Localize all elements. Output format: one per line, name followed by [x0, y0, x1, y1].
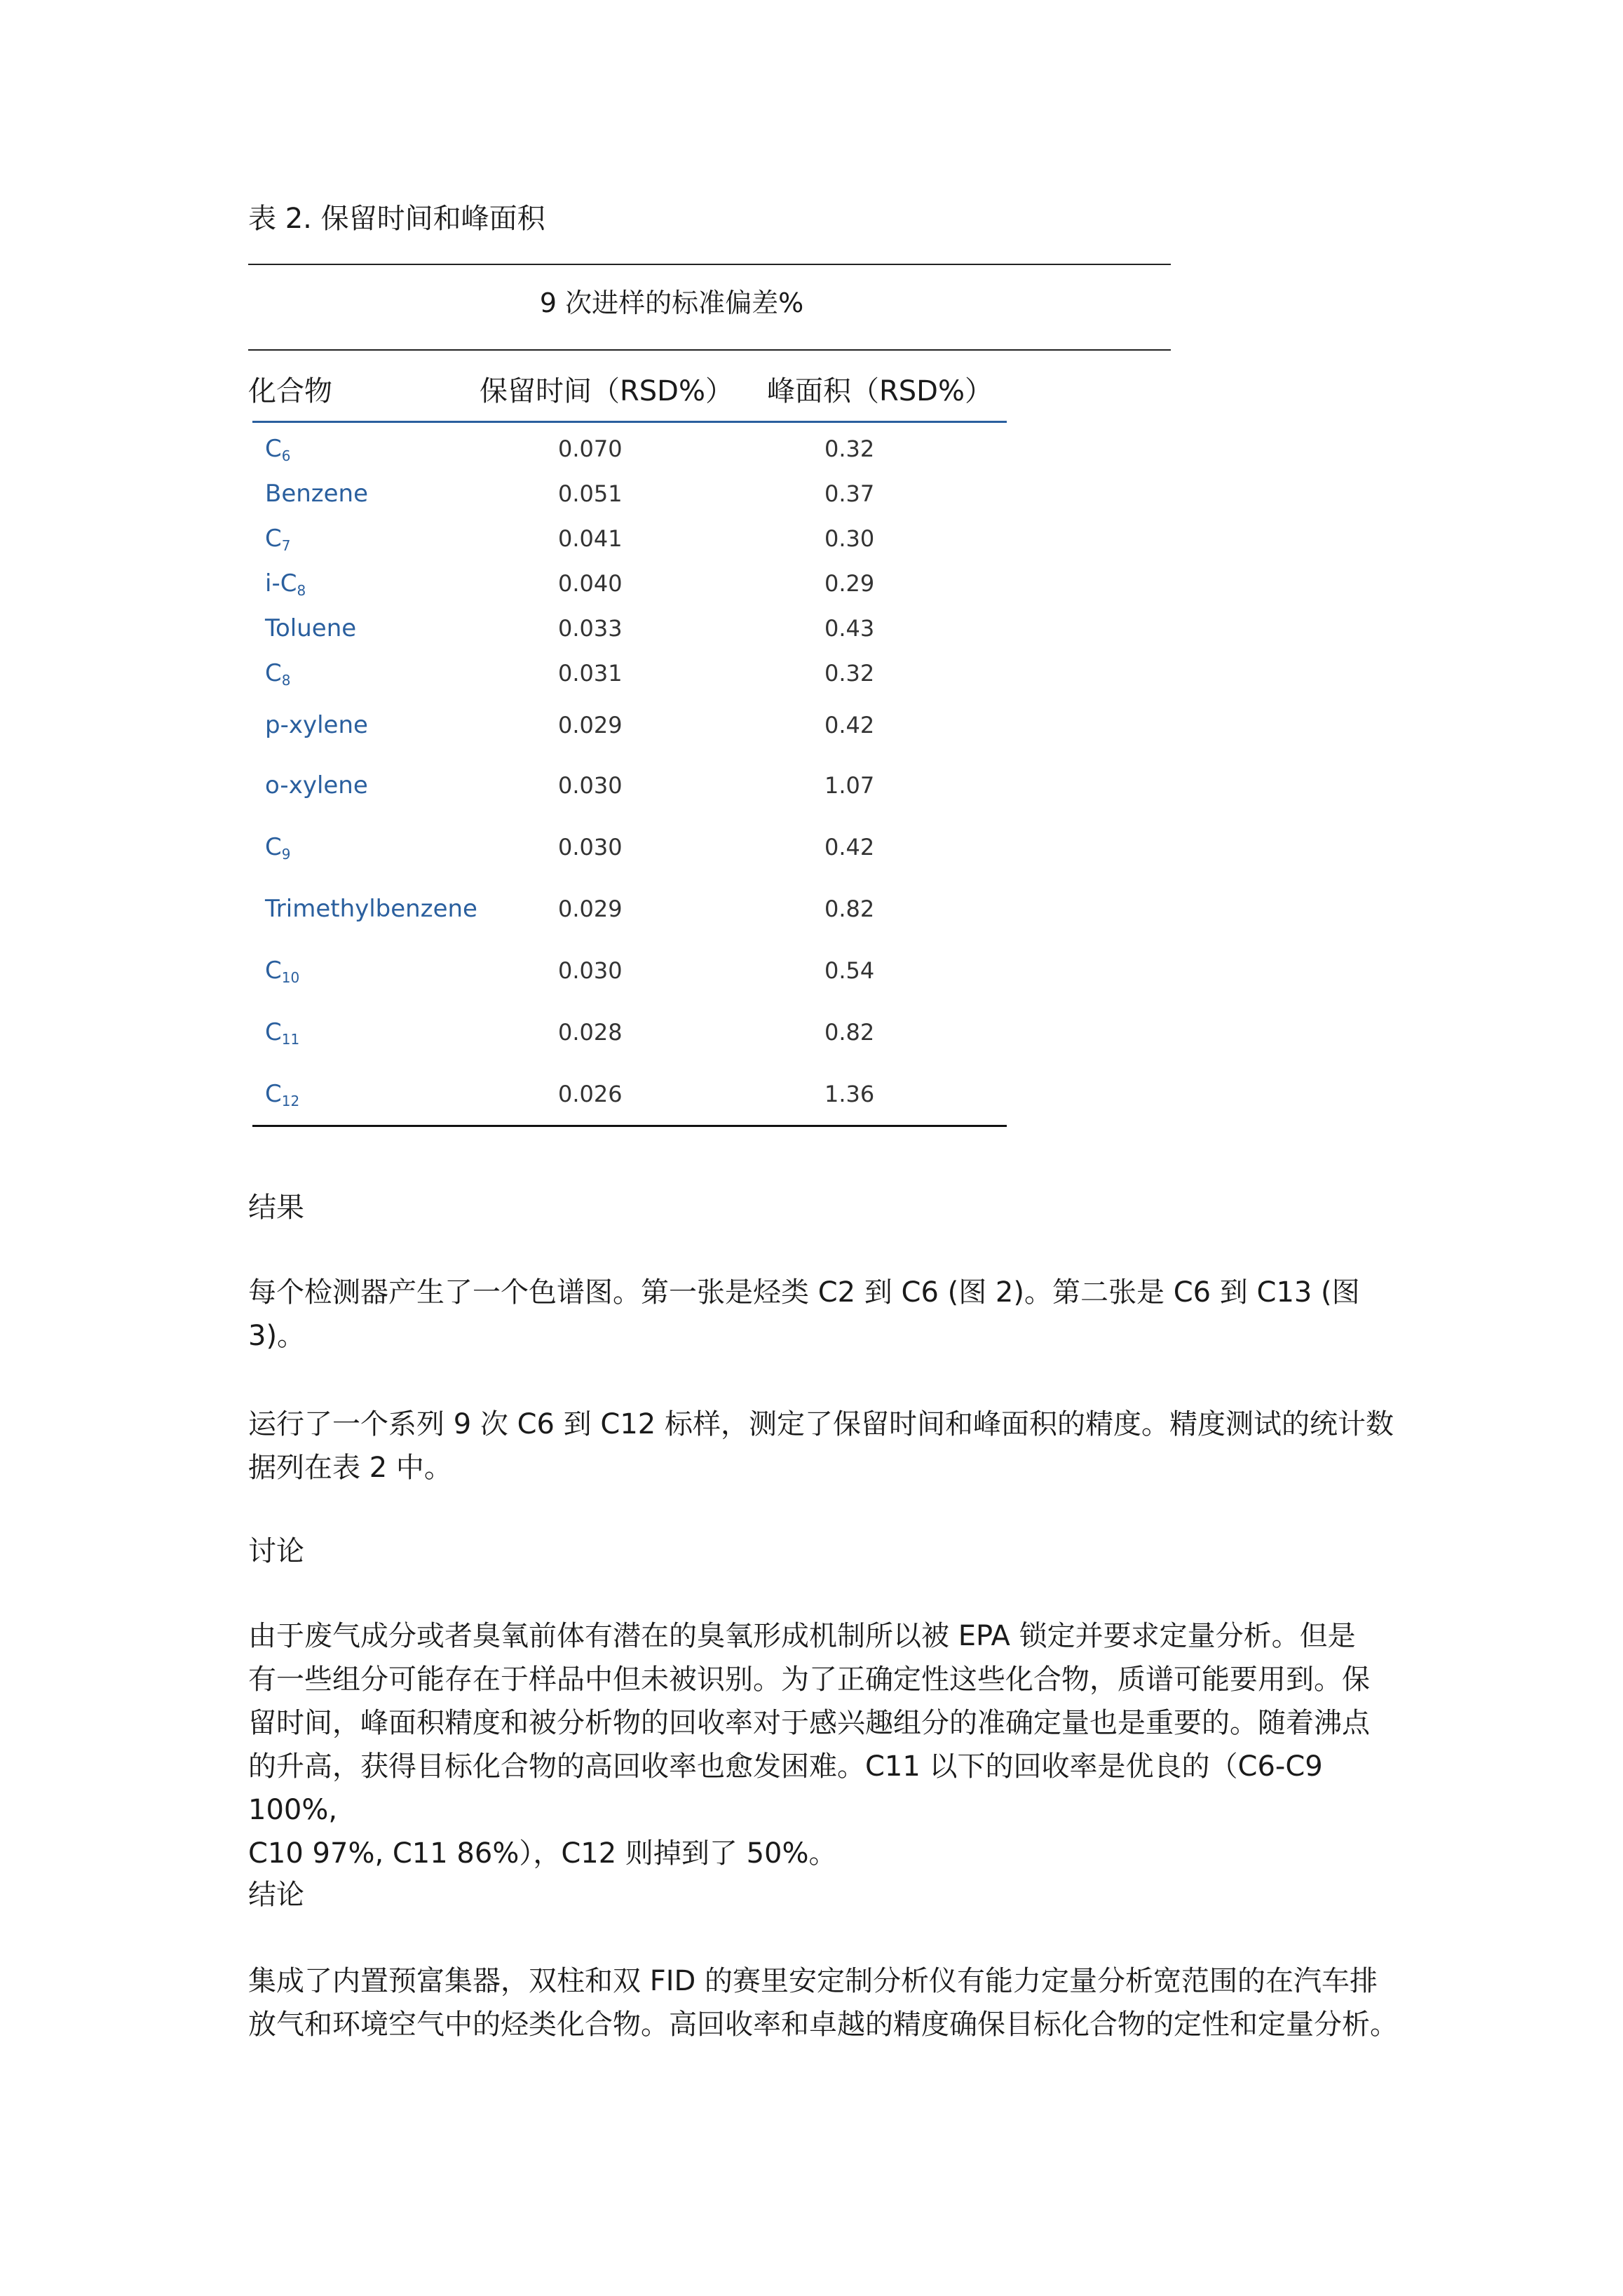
peak-area-rsd: 1.07 [824, 772, 875, 799]
table-row [0, 704, 1623, 746]
compound-label: C [265, 435, 282, 463]
retention-time-rsd: 0.041 [558, 525, 623, 552]
table-header-rule [252, 421, 1007, 423]
compound-label: Toluene [265, 614, 357, 642]
peak-area-rsd: 0.82 [824, 896, 875, 922]
header-peak-area: 峰面积（RSD%） [767, 375, 993, 407]
peak-area-rsd: 0.32 [824, 435, 875, 462]
compound-label: C [265, 1018, 282, 1046]
carbon-subscript: 12 [281, 1093, 300, 1109]
table-row [0, 652, 1623, 694]
compound-name [265, 1011, 299, 1060]
compound-name [265, 473, 368, 515]
peak-area-rsd: 0.42 [824, 834, 875, 860]
carbon-subscript: 7 [281, 537, 291, 554]
table-subtitle: 9 次进样的标准偏差% [539, 288, 804, 318]
retention-time-rsd: 0.051 [558, 480, 623, 507]
retention-time-rsd: 0.030 [558, 772, 623, 799]
table-row [0, 888, 1623, 930]
table-row [0, 518, 1623, 560]
retention-time-rsd: 0.029 [558, 896, 623, 922]
table-row [0, 428, 1623, 470]
retention-time-rsd: 0.040 [558, 570, 623, 597]
table-row [0, 826, 1623, 868]
carbon-subscript: 9 [281, 846, 291, 863]
retention-time-rsd: 0.033 [558, 615, 623, 642]
compound-label: C [265, 1080, 282, 1108]
results-heading: 结果 [248, 1191, 304, 1224]
header-retention-time: 保留时间（RSD%） [480, 375, 733, 407]
retention-time-rsd: 0.026 [558, 1081, 623, 1107]
compound-name [265, 607, 356, 649]
peak-area-rsd: 0.42 [824, 712, 875, 738]
table-row [0, 1011, 1623, 1053]
compound-label: p-xylene [265, 711, 368, 739]
compound-name [265, 562, 306, 612]
carbon-subscript: 8 [297, 582, 306, 599]
compound-label: i-C [265, 569, 297, 597]
table-caption: 表 2. 保留时间和峰面积 [248, 203, 545, 235]
results-paragraph-2: 运行了一个系列 9 次 C6 到 C12 标样，测定了保留时间和峰面积的精度。精度测试的统计数 据列在表 2 中。 [248, 1408, 1394, 1484]
discussion-paragraph: 由于废气成分或者臭氧前体有潜在的臭氧形成机制所以被 EPA 锁定并要求定量分析。但是 有一些组分可能存在于样品中但未被识别。为了正确定性这些化合物，质谱可能要用到。保 留时间，峰面积精度和被分析物的回收率对于感兴趣组分的准确定量也是重要的。随着沸点 的升高，获得目标化合物的高回收率也愈发困难。C11 以下的回收率是优良的（C6-C9 100%, C10 97%, C11 86%），C12 则掉到了 50%。 [248, 1620, 1370, 1870]
compound-label: Benzene [265, 480, 369, 508]
results-paragraph-1: 每个检测器产生了一个色谱图。第一张是烃类 C2 到 C6 (图 2)。第二张是 C6 到 C13 (图 3)。 [248, 1276, 1360, 1352]
compound-name [265, 764, 368, 806]
compound-name [265, 950, 299, 999]
retention-time-rsd: 0.030 [558, 957, 623, 984]
carbon-subscript: 6 [281, 447, 291, 464]
table-row [0, 950, 1623, 992]
compound-label: C [265, 957, 282, 985]
compound-name [265, 704, 368, 746]
conclusion-heading: 结论 [248, 1879, 304, 1911]
peak-area-rsd: 1.36 [824, 1081, 875, 1107]
compound-name [265, 428, 290, 477]
retention-time-rsd: 0.028 [558, 1019, 623, 1046]
table-row [0, 562, 1623, 605]
carbon-subscript: 10 [281, 969, 300, 986]
carbon-subscript: 11 [281, 1031, 300, 1048]
carbon-subscript: 8 [281, 672, 291, 689]
compound-name [265, 518, 290, 567]
compound-label: C [265, 525, 282, 553]
peak-area-rsd: 0.82 [824, 1019, 875, 1046]
conclusion-paragraph: 集成了内置预富集器，双柱和双 FID 的赛里安定制分析仪有能力定量分析宽范围的在汽车排 放气和环境空气中的烃类化合物。高回收率和卓越的精度确保目标化合物的定性和定量分析。 [248, 1965, 1398, 2041]
peak-area-rsd: 0.43 [824, 615, 875, 642]
retention-time-rsd: 0.029 [558, 712, 623, 738]
table-bottom-rule [252, 1125, 1007, 1127]
retention-time-rsd: 0.030 [558, 834, 623, 860]
compound-name [265, 1073, 299, 1122]
compound-name [265, 826, 290, 875]
table-row [0, 764, 1623, 806]
retention-time-rsd: 0.031 [558, 660, 623, 687]
table-row [0, 607, 1623, 649]
table-row [0, 473, 1623, 515]
compound-label: C [265, 833, 282, 861]
table-row [0, 1073, 1623, 1115]
retention-time-rsd: 0.070 [558, 435, 623, 462]
compound-label: C [265, 659, 282, 687]
peak-area-rsd: 0.29 [824, 570, 875, 597]
table-top-rule [248, 264, 1171, 265]
peak-area-rsd: 0.32 [824, 660, 875, 687]
peak-area-rsd: 0.30 [824, 525, 875, 552]
header-compound: 化合物 [248, 375, 332, 407]
compound-name [265, 652, 290, 701]
compound-name [265, 888, 477, 930]
compound-label: o-xylene [265, 771, 368, 799]
discussion-heading: 讨论 [248, 1535, 304, 1567]
compound-label: Trimethylbenzene [265, 895, 477, 923]
table-subtitle-rule [248, 349, 1171, 351]
peak-area-rsd: 0.37 [824, 480, 875, 507]
peak-area-rsd: 0.54 [824, 957, 875, 984]
